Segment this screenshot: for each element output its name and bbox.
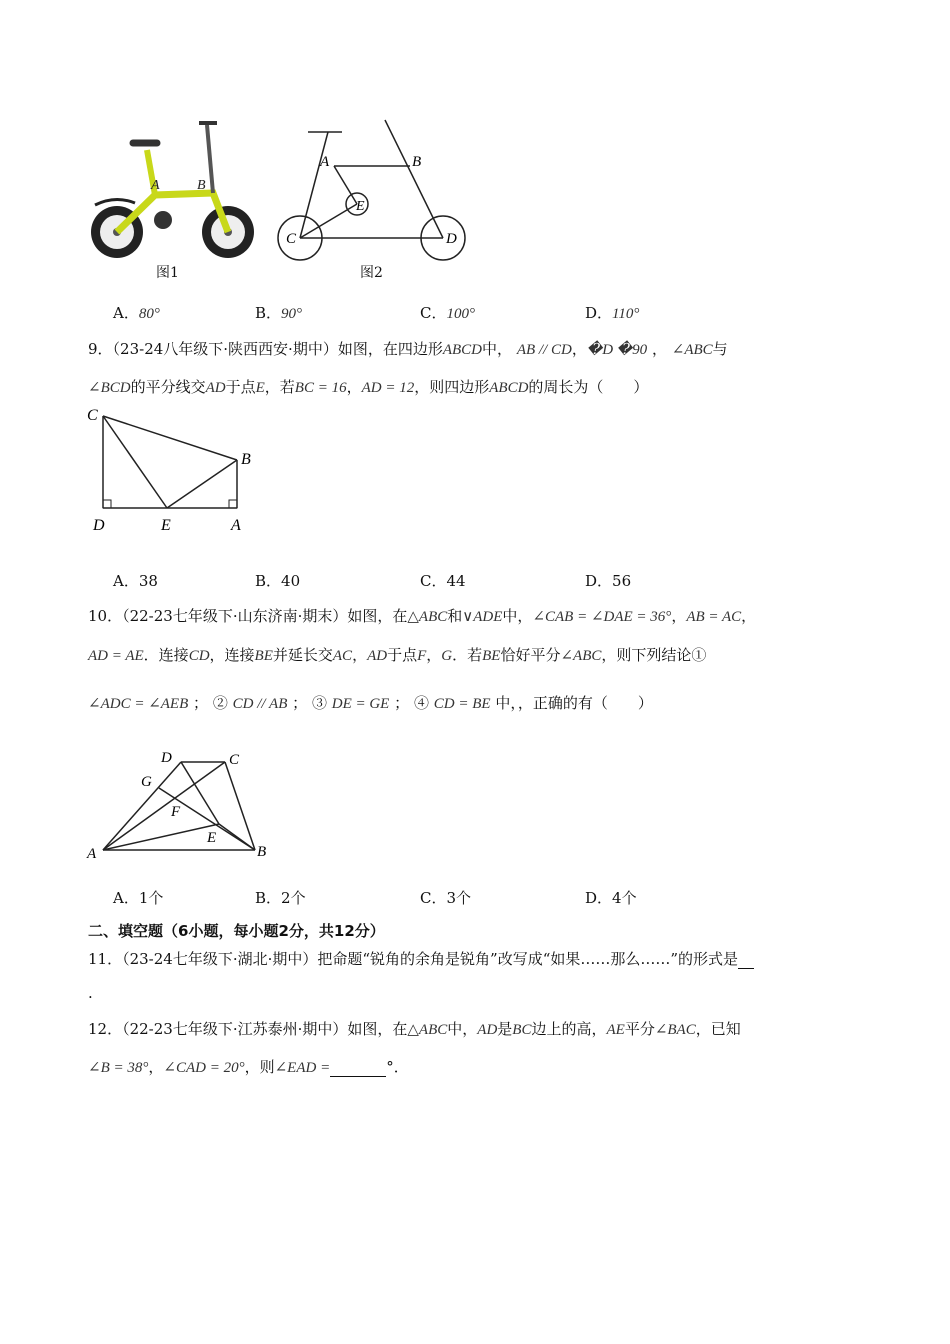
q10-line1: 10．（22-23七年级下·山东济南·期末）如图，在△ABC和∨ADE中，∠CAB = ∠DAE = 36°，AB = AC，	[88, 607, 757, 625]
q10-label-g: G	[141, 774, 152, 790]
q10-label-a: A	[87, 846, 97, 862]
fig2-diagram	[270, 112, 470, 262]
bicycle-photo	[85, 115, 260, 260]
q10-figure	[85, 748, 275, 863]
q12-answer-blank[interactable]	[330, 1058, 386, 1077]
q11-answer-blank[interactable]	[738, 950, 754, 969]
svg-text:B: B	[412, 154, 422, 170]
svg-text:E: E	[356, 199, 365, 214]
q9-option-d: D．56	[585, 572, 632, 590]
q12-line2: ∠B = 38°，∠CAD = 20°，则∠EAD = °．	[88, 1058, 409, 1076]
q9-option-a: A．38	[113, 572, 158, 590]
q10-line3: ∠ADC = ∠AEB ； ② CD // AB ； ③ DE = GE ； ④ CD = BE 中，，正确的有（ ）	[88, 694, 653, 712]
svg-text:C: C	[286, 231, 297, 247]
fig1-caption: 图1	[156, 265, 179, 281]
fig2-caption: 图2	[360, 265, 383, 281]
q10-option-c: C．3个	[420, 889, 472, 907]
q8-option-c: C．100°	[420, 304, 475, 322]
q10-label-b: B	[257, 844, 267, 860]
q9-line1: 9．（23-24八年级下·陕西西安·期中）如图，在四边形ABCD中， AB // CD，�D �90 ， ∠ABC与	[88, 340, 728, 358]
q12-line1: 12．（22-23七年级下·江苏泰州·期中）如图，在△ABC中，AD是BC边上的高，AE平分∠BAC，已知	[88, 1020, 741, 1038]
q9-option-b: B．40	[255, 572, 301, 590]
q8-option-b: B．90°	[255, 304, 303, 322]
q9-label-c: C	[87, 407, 98, 424]
q9-label-d: D	[93, 517, 105, 534]
q10-label-d: D	[161, 750, 172, 766]
q8-option-d: D．110°	[585, 304, 640, 322]
q10-option-d: D．4个	[585, 889, 637, 907]
q8-option-a: A．80°	[113, 304, 160, 322]
svg-text:D: D	[446, 231, 457, 247]
q9-line2: ∠BCD的平分线交AD于点E，若BC = 16，AD = 12，则四边形ABCD的周长为（ ）	[88, 378, 649, 396]
q10-label-c: C	[229, 752, 240, 768]
q11-end: .	[88, 984, 93, 1002]
q10-option-b: B．2个	[255, 889, 306, 907]
q10-option-a: A．1个	[113, 889, 164, 907]
q10-label-e: E	[207, 830, 217, 846]
q9-label-a: A	[231, 517, 241, 534]
q9-option-c: C．44	[420, 572, 466, 590]
svg-text:A: A	[151, 178, 160, 193]
q10-label-f: F	[171, 804, 181, 820]
q11-line1: 11．（23-24七年级下·湖北·期中）把命题“锐角的余角是锐角”改写成“如果……那么……”的形式是	[88, 948, 754, 969]
q9-figure	[85, 402, 265, 537]
q10-line2: AD = AE．连接CD，连接BE并延长交AC，AD于点F，G．若BE恰好平分∠ABC，则下列结论①	[88, 646, 707, 664]
q9-label-e: E	[161, 517, 171, 534]
q9-label-b: B	[241, 451, 251, 468]
section-2-title: 二、填空题（6小题，每小题2分，共12分）	[88, 922, 385, 940]
svg-text:A: A	[320, 154, 330, 170]
svg-text:B: B	[197, 178, 206, 193]
